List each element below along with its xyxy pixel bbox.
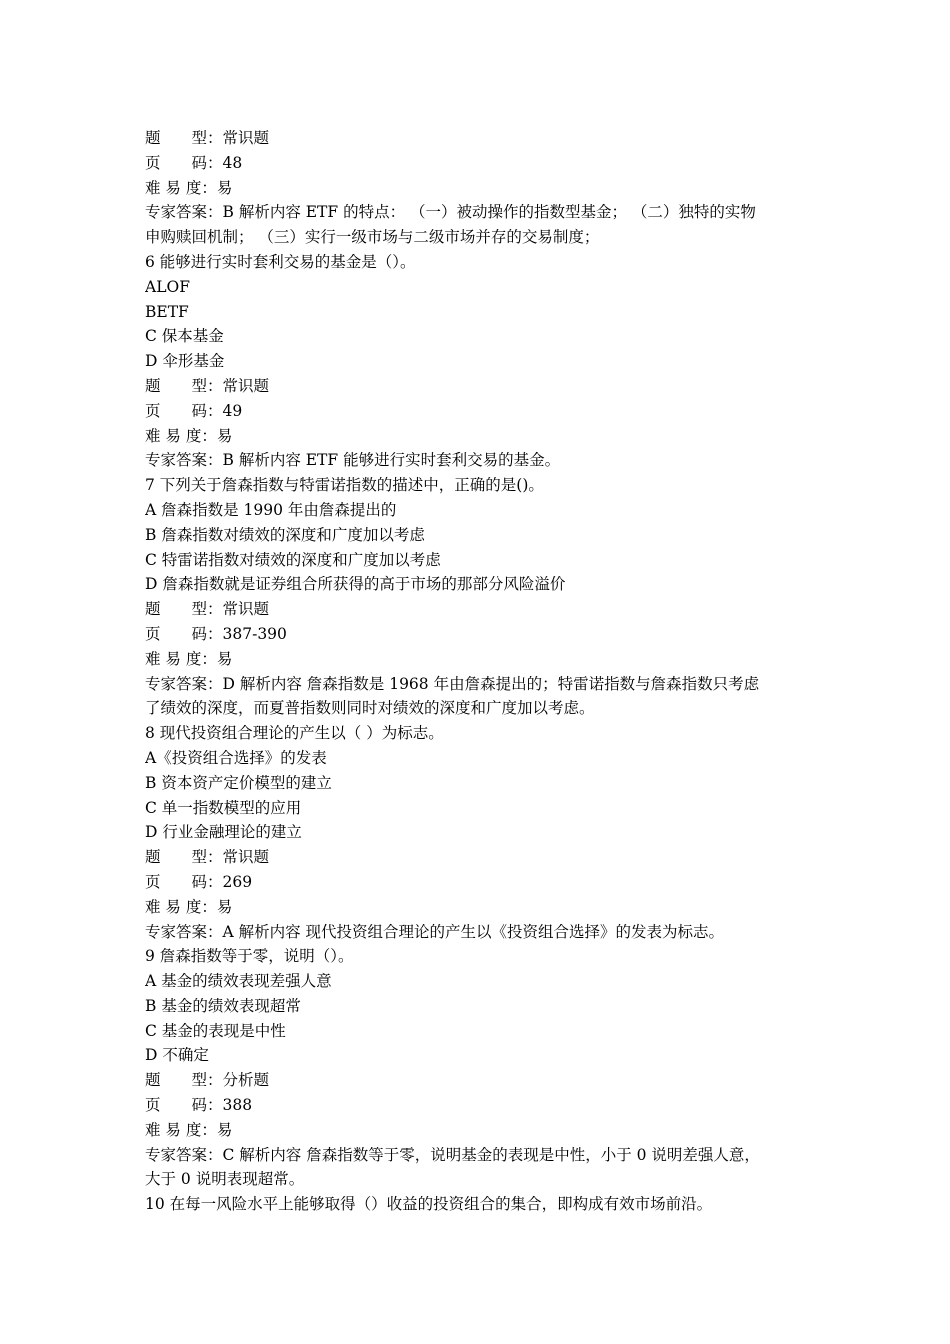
option-c: C 单一指数模型的应用	[145, 798, 302, 817]
page-number-line: 页 码：48	[145, 153, 243, 172]
question-type-line: 题 型：常识题	[145, 376, 270, 395]
option-d: D 伞形基金	[145, 352, 225, 371]
option-a: A 詹森指数是 1990 年由詹森提出的	[145, 500, 397, 519]
page-number-line: 页 码：49	[145, 401, 243, 420]
difficulty-line: 难 易 度：易	[145, 1120, 233, 1139]
difficulty-line: 难 易 度：易	[145, 178, 233, 197]
option-c: C 基金的表现是中性	[145, 1021, 286, 1040]
expert-answer-line: 专家答案：A 解析内容 现代投资组合理论的产生以《投资组合选择》的发表为标志。	[145, 922, 725, 941]
option-a: ALOF	[145, 277, 190, 296]
question-6: 6 能够进行实时套利交易的基金是（）。	[145, 252, 416, 271]
page-number-line: 页 码：387-390	[145, 624, 287, 643]
expert-answer-line: 专家答案：B 解析内容 ETF 能够进行实时套利交易的基金。	[145, 451, 561, 470]
question-type-line: 题 型：常识题	[145, 848, 270, 867]
question-9: 9 詹森指数等于零，说明（）。	[145, 947, 354, 966]
difficulty-line: 难 易 度：易	[145, 426, 233, 445]
option-c: C 保本基金	[145, 327, 224, 346]
option-b: B 资本资产定价模型的建立	[145, 773, 332, 792]
page-number-line: 页 码：269	[145, 872, 253, 891]
document-page	[145, 126, 810, 1217]
question-8: 8 现代投资组合理论的产生以（ ）为标志。	[145, 724, 444, 743]
option-d: D 不确定	[145, 1046, 209, 1065]
expert-answer-line: 专家答案：B 解析内容 ETF 的特点： （一）被动操作的指数型基金； （二）独特的实物	[145, 203, 756, 222]
option-b: B 詹森指数对绩效的深度和广度加以考虑	[145, 525, 425, 544]
option-b: B 基金的绩效表现超常	[145, 996, 301, 1015]
option-d: D 詹森指数就是证券组合所获得的高于市场的那部分风险溢价	[145, 575, 566, 594]
question-type-line: 题 型：分析题	[145, 1071, 270, 1090]
option-d: D 行业金融理论的建立	[145, 823, 302, 842]
expert-answer-continuation: 了绩效的深度，而夏普指数则同时对绩效的深度和广度加以考虑。	[145, 699, 595, 718]
option-c: C 特雷诺指数对绩效的深度和广度加以考虑	[145, 550, 441, 569]
difficulty-line: 难 易 度：易	[145, 897, 233, 916]
option-a: A《投资组合选择》的发表	[145, 748, 327, 767]
question-10: 10 在每一风险水平上能够取得（）收益的投资组合的集合，即构成有效市场前沿。	[145, 1195, 713, 1214]
question-7: 7 下列关于詹森指数与特雷诺指数的描述中，正确的是()。	[145, 476, 544, 495]
question-type-line: 题 型：常识题	[145, 600, 270, 619]
expert-answer-continuation: 大于 0 说明表现超常。	[145, 1170, 305, 1189]
question-type-line: 题 型：常识题	[145, 129, 270, 147]
option-a: A 基金的绩效表现差强人意	[145, 972, 332, 991]
difficulty-line: 难 易 度：易	[145, 649, 233, 668]
expert-answer-line: 专家答案：C 解析内容 詹森指数等于零，说明基金的表现是中性，小于 0 说明差强人意，	[145, 1145, 760, 1164]
expert-answer-line: 专家答案：D 解析内容 詹森指数是 1968 年由詹森提出的；特雷诺指数与詹森指数只考虑	[145, 674, 760, 693]
page-number-line: 页 码：388	[145, 1096, 253, 1115]
option-b: BETF	[145, 302, 189, 321]
expert-answer-continuation: 申购赎回机制； （三）实行一级市场与二级市场并存的交易制度；	[145, 228, 600, 247]
